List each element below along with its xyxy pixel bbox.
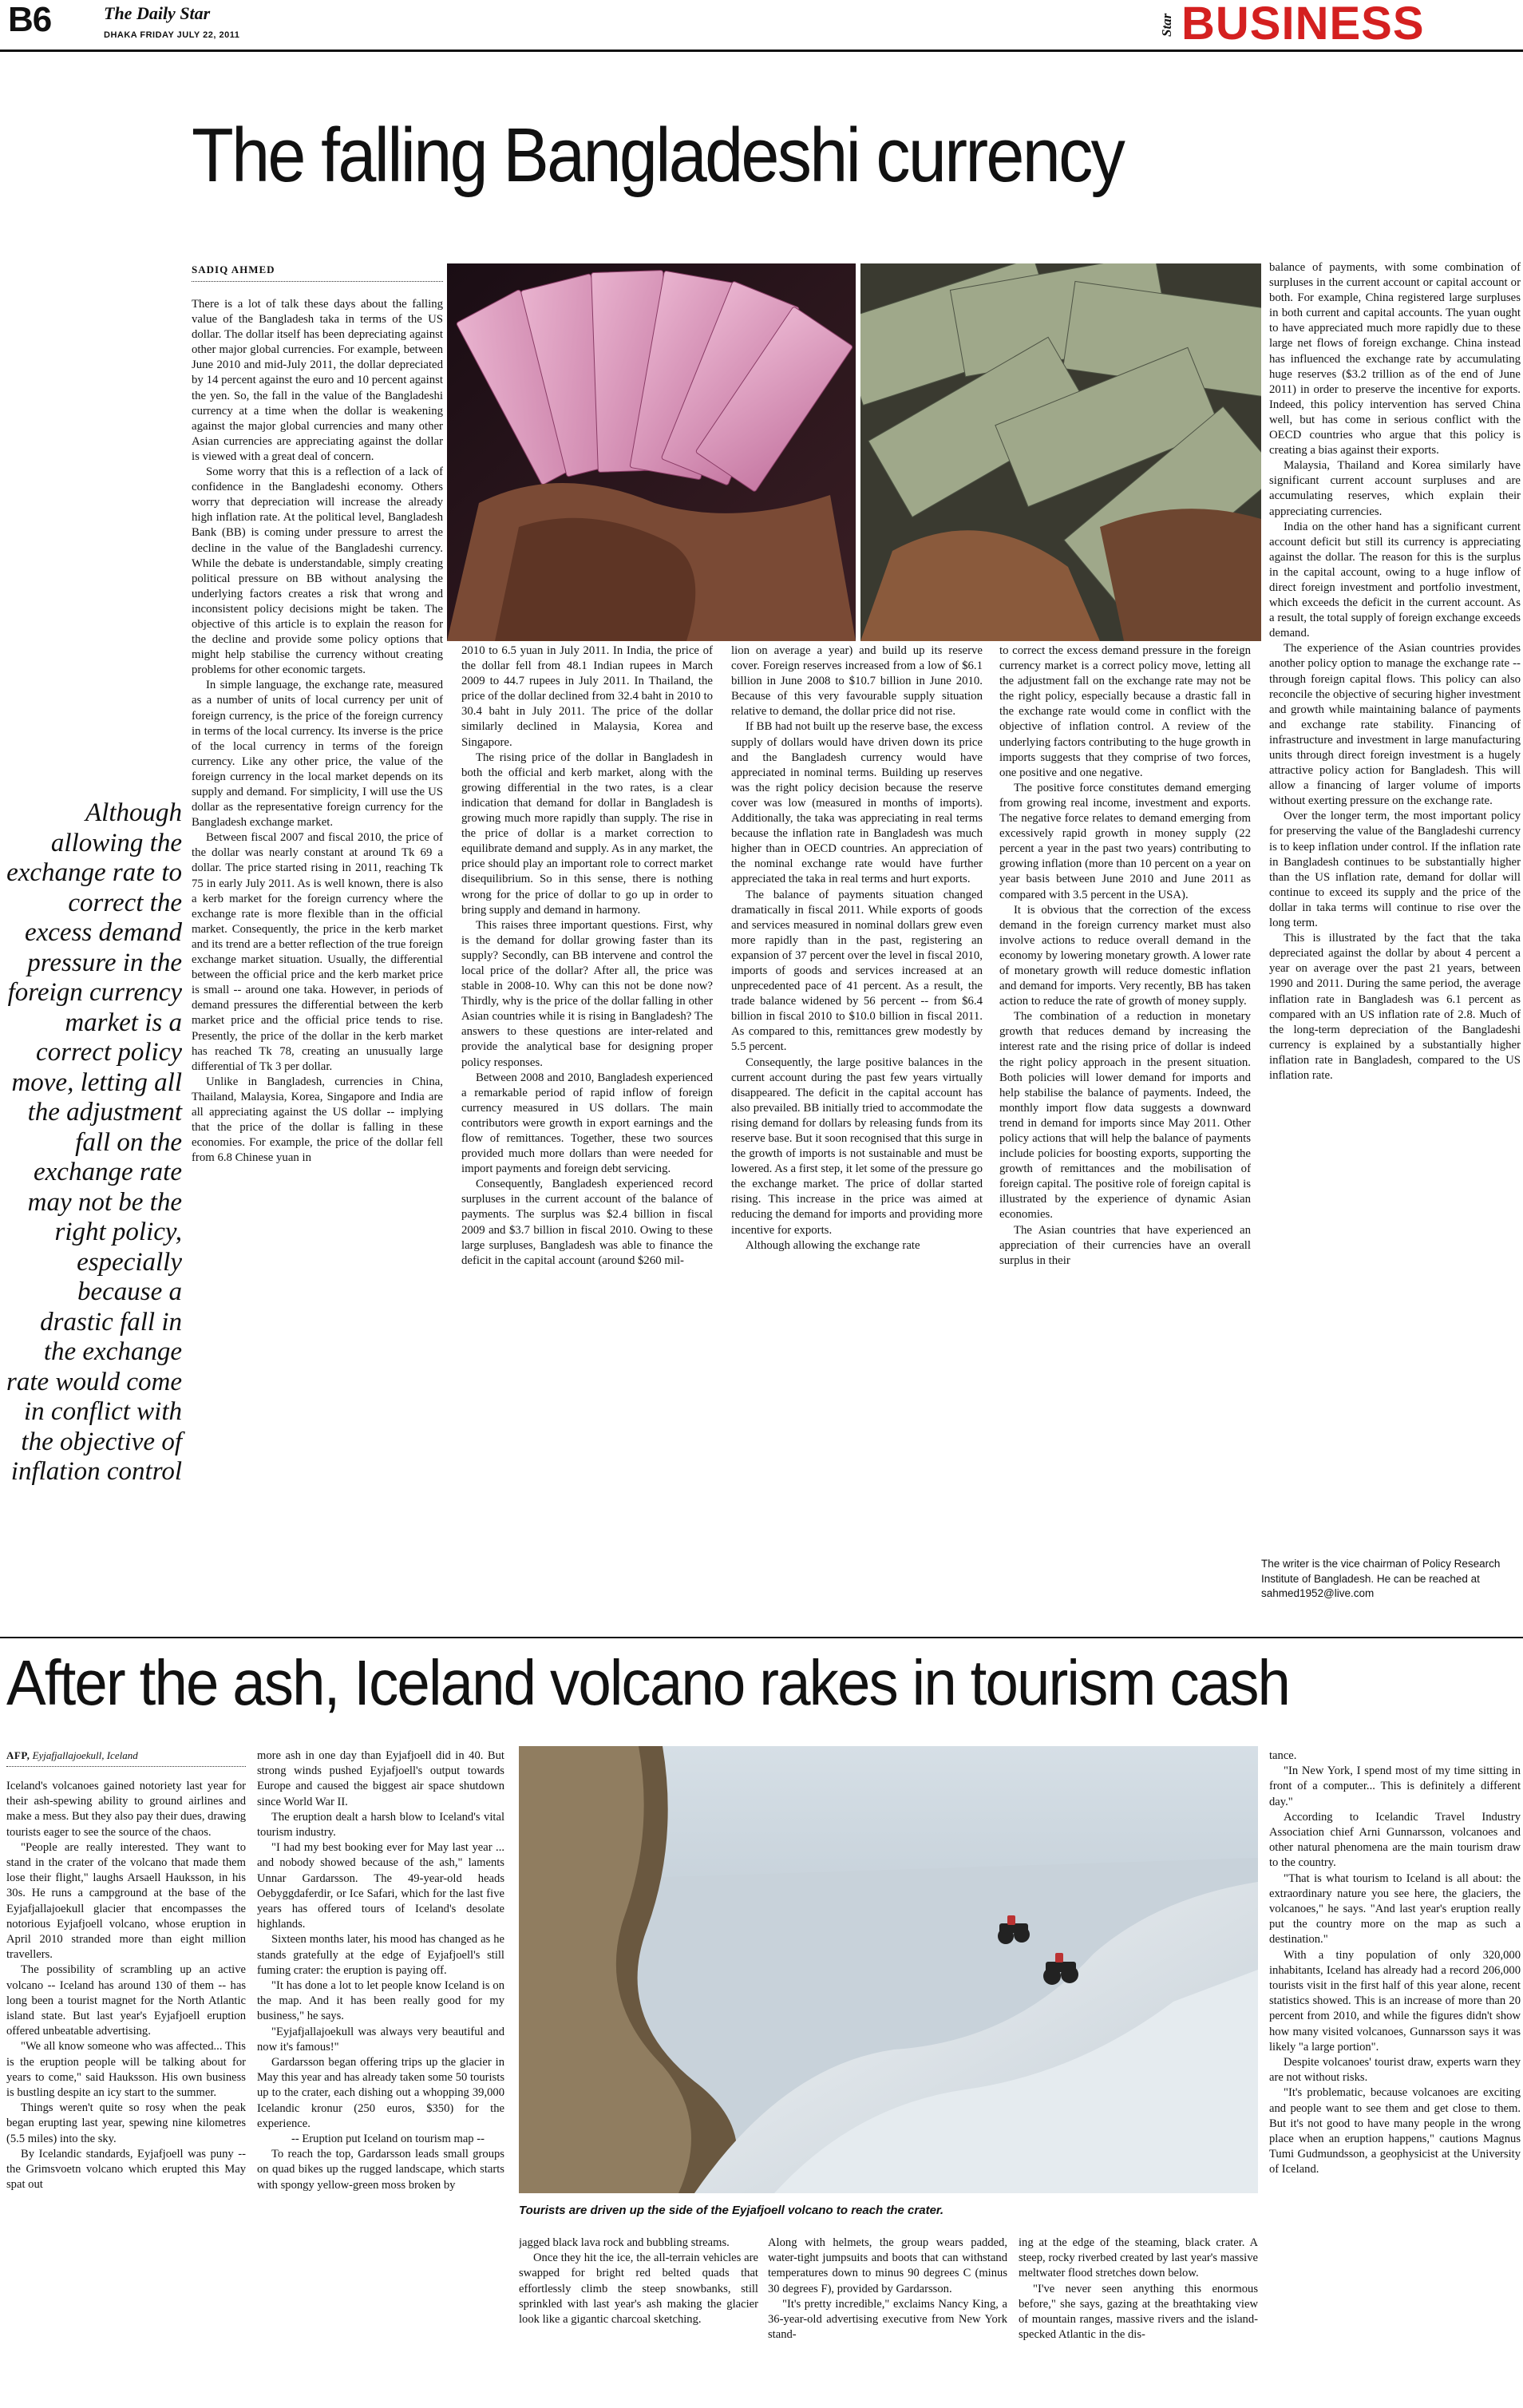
article2-headline: After the ash, Iceland volcano rakes in tourism cash — [6, 1647, 1290, 1718]
article2-byline: AFP, Eyjafjallajoekull, Iceland — [6, 1749, 138, 1761]
article1-column-2: 2010 to 6.5 yuan in July 2011. In India, the price of the dollar fell from 48.1 Indian rupees in March 2009 to 44.7 rupees in July 2011. In Thailand, the price of the dollar declined from 32.4 baht in 2010 to 30.4 baht in July 2011. The price of the dollar similarly declined in Malaysia, Korea and Singapore. The rising price of the dollar in Bangladesh in both the official and kerb market, along with the growing differential in the two rates, is a clear indication that demand for dollar in Bangladesh is growing much more rapidly than supply. The rise in the price of dollar is a market correction to equilibrate demand and supply. As in any market, the price should play an important role to correct market disequilibrium. So in this sense, there is nothing wrong for the price of dollar to go up in order to bring supply and demand in harmony. This raises three important questions. First, why is the demand for dollar growing faster than its supply? Secondly, can BB intervene and control the local price of the dollar? After all, the price was stable in 2008-10. Why can this not be done now? Thirdly, why is the price of the dollar falling in other Asian countries while it is rising in Bangladesh? The answers to these questions are inter-related and provide the analytical base for designing proper policy responses. Between 2008 and 2010, Bangladesh experienced a remarkable period of rapid inflow of foreign currency measured in US dollars. The main contributors were growth in export earnings and the flow of remittances. Together, these two sources provided much more dollars than were needed for import payments and foreign debt servicing. Consequently, Bangladesh experienced record surpluses in the current account of the balance of payments. The surplus was $2.4 billion in fiscal 2009 and $3.7 billion in fiscal 2010. Owing to these large surpluses, Bangladesh was able to finance the deficit in the capital account (around $260 mil- — [461, 644, 713, 1267]
article1-column-4: to correct the excess demand pressure in the foreign currency market is a correct policy move, letting all the adjustment fall on the exchange rate may not be the right policy, especially because a drastic fall in the exchange rate would come in conflict with the objective of inflation control. A review of the underlying factors contributing to the huge growth in imports suggests that they comprise of two forces, one positive and one negative. The positive force constitutes demand emerging from growing real income, investment and exports. The negative force relates to demand emerging from excessively rapid growth in money supply (22 percent a year in the past two years) contributing to growing inflation (more than 10 percent on a year on year basis between June 2010 and June 2011 as compared with 3.5 percent in the USA). It is obvious that the correction of the excess demand in the foreign currency market must also involve actions to reduce overall demand in the economy by lowering monetary growth. A lower rate of monetary growth will reduce domestic inflation and demand for imports. Very recently, BB has taken action to reduce the rate of growth of money supply. The combination of a reduction in monetary growth that reduces demand by increasing the interest rate and the rising price of dollar is indeed the right policy approach in the present situation. Both policies will lower demand for imports and help stabilise the balance of payments. Indeed, the monthly import flow data suggests a downward trend in demand for imports since May 2011. Other policy actions that will help the balance of payments include policies for boosting exports, supporting the growth of remittances and the mobilisation of foreign capital. The positive role of foreign capital is illustrated by the experience of dynamic Asian economies. The Asian countries that have experienced an appreciation of their currencies have an overall surplus in their — [999, 644, 1251, 1267]
masthead: The Daily Star — [104, 3, 211, 23]
author-note: The writer is the vice chairman of Policy Research Institute of Bangladesh. He can be reached at sahmed1952@live.com — [1261, 1558, 1501, 1599]
article2-column-2: more ash in one day than Eyjafjoell did in 40. But strong winds pushed Eyjafjoell's output towards Europe and caused the biggest air space shutdown since World War II. The eruption dealt a harsh blow to Iceland's vital tourism industry. "I had my best booking ever for May last year ... and nobody showed because of the ash," laments Unnar Gardarsson. The 49-year-old heads Oebyggdaferdir, or Ice Safari, which for the last five years has offered tours of Iceland's desolate highlands. Sixteen months later, his mood has changed as he stands gratefully at the edge of Eyjafjoell's still fuming crater: the eruption is paying off. "It has done a lot to let people know Iceland is on the map. And it has been really good for my business," he says. "Eyjafjallajoekull was always very beautiful and now it's famous!" Gardarsson began offering trips up the glacier in May this year and has already taken some 50 tourists up to the crater, each dishing out a whopping 39,000 Icelandic kronur (250 euros, $350) for the experience. -- Eruption put Iceland on tourism map -- To reach the top, Gardarsson leads small groups on quad bikes up the rugged landscape, which starts with spongy yellow-green moss broken by — [257, 1749, 504, 2192]
byline-rule — [6, 1766, 246, 1767]
photo-caption: Tourists are driven up the side of the Eyjafjoell volcano to reach the crater. — [519, 2204, 944, 2217]
byline-rule — [192, 281, 443, 282]
dateline: DHAKA FRIDAY JULY 22, 2011 — [104, 30, 240, 40]
section-name: BUSINESS — [1181, 0, 1425, 50]
article2-column-3: jagged black lava rock and bubbling streams. Once they hit the ice, the all-terrain vehicles are swapped for bright red belted quads that effortlessly climb the steep snowbanks, still sprinkled with last year's ash making the glacier look like a gigantic charcoal sketching. — [519, 2236, 758, 2327]
article2-column-5: ing at the edge of the steaming, black crater. A steep, rocky riverbed created by last year's massive meltwater flood stretches down below. "I've never seen anything this enormous before," she says, gazing at the breathtaking view of mountain ranges, massive rivers and the island-specked Atlantic in the dis- — [1019, 2236, 1258, 2342]
page-number: B6 — [8, 0, 52, 39]
article-divider — [0, 1637, 1523, 1638]
article1-headline: The falling Bangladeshi currency — [192, 113, 1124, 198]
taka-notes-photo — [447, 263, 856, 641]
iceland-volcano-photo — [519, 1746, 1258, 2193]
article1-column-1: There is a lot of talk these days about the falling value of the Bangladesh taka in terms of the US dollar. The dollar itself has been depreciating against other major global currencies. For example, between June 2010 and mid-July 2011, the dollar depreciated by 14 percent against the euro and 10 percent against the yen. So, the fall in the value of the Bangladeshi currency at a time when the dollar is weakening against the major global currencies and many other Asian currencies are appreciating against the dollar is viewed with a great deal of concern. Some worry that this is a reflection of a lack of confidence in the Bangladeshi economy. Others worry that depreciation will increase the already high inflation rate. At the political level, Bangladesh Bank (BB) is coming under pressure to arrest the decline in the value of the Bangladeshi currency. While the debate is understandable, simply creating political pressure on BB without analysing the underlying factors creates a risk that wrong and inconsistent policy decisions might be taken. The objective of this article is to explain the reason for the decline and provide some policy options that might help stabilise the currency without creating problems for other economic targets. In simple language, the exchange rate, measured as a number of units of local currency per unit of foreign currency, is the price of the foreign currency in terms of the local currency. Its inverse is the price of the local currency in terms of the foreign currency. Like any other price, the value of the foreign currency in the local market depends on its supply and demand. For simplicity, I will use the US dollar as the representative foreign currency for the Bangladesh exchange market. Between fiscal 2007 and fiscal 2010, the price of the dollar was nearly constant at around Tk 69 a dollar. The price started rising in 2011, reaching Tk 75 in early July 2011. As is well known, there is also a kerb market for the foreign currency where the exchange rate is more flexible than in the official market. Consequently, the price in the kerb market and its trend are a better reflection of the true foreign exchange market situation. Usually, the differential between the official price and the kerb market price is small -- around one taka. However, in periods of demand pressures the differential between the kerb market price and the official price tends to rise. Presently, the price of the dollar in the kerb market has reached Tk 78, creating an unusually large differential of Tk 3 per dollar. Unlike in Bangladesh, currencies in China, Thailand, Malaysia, Korea, Singapore and India are all appreciating against the US dollar -- implying that the price of the dollar is falling in these economies. For example, the price of the dollar fell from 6.8 Chinese yuan in — [192, 298, 443, 1165]
pullquote: Although allowing the exchange rate to correct the excess demand pressure in the foreign currency market is a correct policy move, letting all the adjustment fall on the exchange rate may not be the right policy, especially because a drastic fall in the exchange rate would come in conflict with the objective of inflation control — [6, 798, 182, 1486]
article2-column-4: Along with helmets, the group wears padded, water-tight jumpsuits and boots that can withstand temperatures down to minus 90 degrees C (minus 30 degrees F), provided by Gardarsson. "It's pretty incredible," exclaims Nancy King, a 36-year-old advertising executive from New York stand- — [768, 2236, 1007, 2342]
article2-column-6: tance. "In New York, I spend most of my time sitting in front of a computer... This is definitely a different day." According to Icelandic Travel Industry Association chief Arni Gunnarsson, volcanoes and other natural phenomena are the main tourism draw to the country. "That is what tourism to Iceland is all about: the extraordinary nature you see here, the glaciers, the volcanoes," he says. "And last year's eruption really put the country more on the map as such a destination." With a tiny population of only 320,000 inhabitants, Iceland has already had a record 206,000 tourists visit in the first half of this year alone, recent statistics showed. This is an increase of more than 20 percent from 2010, and while the figures didn't show how many visited volcanoes, Gunnarsson says it was likely "a large portion". Despite volcanoes' tourist draw, experts warn they are not without risks. "It's problematic, because volcanoes are exciting and people want to see them and get close to them. But it's not good to have many people in the wrong place when an eruption happens," cautions Magnus Tumi Gudmundsson, a geophysicist at the University of Iceland. — [1269, 1749, 1521, 2176]
article1-column-3: lion on average a year) and build up its reserve cover. Foreign reserves increased from a low of $6.1 billion in June 2008 to $10.7 billion in June 2010. Because of this very favourable supply situation relative to demand, the dollar price did not rise. If BB had not built up the reserve base, the excess supply of dollars would have driven down its price and the Bangladesh currency would have appreciated in nominal terms. Building up reserves was the right policy decision because the reserve cover was low (measured in months of imports). Additionally, the taka was appreciating in real terms because the inflation rate in Bangladesh was much higher than in OECD countries. An appreciation of the nominal exchange rate would have further appreciated the taka in real terms and hurt exports. The balance of payments situation changed dramatically in fiscal 2011. While exports of goods and services measured in nominal dollars grew even more rapidly than in the past, registering an expansion of 37 percent over the level in fiscal 2010, imports of goods and services increased at an unprecedented pace of 41 percent. As a result, the trade balance widened by 56 percent -- from $6.4 billion in fiscal 2010 to $10.0 billion in fiscal 2011. As compared to this, remittances grew modestly by 5.5 percent. Consequently, the large positive balances in the current account during the past few years virtually disappeared. The deficit in the capital account has also prevailed. BB initially tried to accommodate the rising demand for dollars by releasing funds from its reserve base. But it soon recognised that this surge in the growth of imports is not sustainable and must be lowered. As a first step, it let some of the pressure go the exchange market. The price of dollar started rising. This increase in the price was aimed at reducing the demand for imports and providing more incentive for exports. Although allowing the exchange rate — [731, 644, 983, 1252]
dollar-notes-photo — [860, 263, 1261, 641]
section-star-logo: Star — [1159, 13, 1174, 37]
header-rule — [0, 50, 1523, 52]
article1-byline: SADIQ AHMED — [192, 263, 275, 275]
article1-column-5: balance of payments, with some combination of surpluses in the current account or capital account or both. For example, China registered large surpluses in both current and capital accounts. The yuan ought to have appreciated much more rapidly due to these large net flows of foreign exchange. China instead has influenced the exchange rate by accumulating huge reserves ($3.2 trillion as of the end of June 2011) in order to preserve the incentive for exports. Indeed, this policy intervention has served China well, but has come in serious conflict with the OECD countries who argue that this policy is creating a bias against their exports. Malaysia, Thailand and Korea similarly have significant current account surpluses and are accumulating reserves, which explain their appreciating currencies. India on the other hand has a significant current account deficit but still its currency is appreciating against the dollar. The reason for this is the surplus in the capital account, owing to a huge inflow of direct foreign investment and portfolio investment, which exceeds the deficit in the current account. As a result, the total supply of foreign exchange exceeds demand. The experience of the Asian countries provides another policy option to manage the exchange rate -- through foreign capital flows. This policy can also reconcile the objective of securing higher investment and growth while maintaining balance of payments and exchange rate stability. Financing of infrastructure and investment in large manufacturing units through direct foreign investment is a hugely attractive policy action for Bangladesh. This will allow a financing of larger volume of imports without exerting pressure on the exchange rate. Over the longer term, the most important policy for preserving the value of the Bangladeshi currency is to keep inflation under control. If the inflation rate in Bangladesh continues to be substantially higher than the US inflation rate, demand for dollar will continue to exceed its supply and the price of the dollar in taka terms will continue to rise over the long term. This is illustrated by the fact that the taka depreciated against the dollar by about 4 percent a year on average over the past 21 years, between 1990 and 2011. During the same period, the average inflation rate in Bangladesh was 6.1 percent as compared with an US inflation rate of 2.8. Much of the long-term depreciation of the Bangladeshi currency is explained by a substantially higher inflation rate in Bangladesh, compared to the US inflation rate. — [1269, 261, 1521, 1082]
article2-column-1: Iceland's volcanoes gained notoriety last year for their ash-spewing ability to ground airlines and make a mess. But they also pay their dues, drawing tourists eager to see the source of the chaos. "People are really interested. They want to stand in the crater of the volcano that made them lose their flight," laughs Arsaell Hauksson, in his 30s. He runs a campground at the base of the Eyjafjallajoekull glacier that encompasses the notorious Eyjafjoell volcano, whose eruption in April 2010 stranded more than eight million travellers. The possibility of scrambling up an active volcano -- Iceland has around 130 of them -- has long been a tourist magnet for the North Atlantic island state. But last year's Eyjafjoell eruption offered unbeatable advertising. "We all know someone who was affected... This is the eruption people will be talking about for years to come," said Hauksson. His own business is bustling despite an icy start to the summer. Things weren't quite so rosy when the peak began erupting last year, spewing nine kilometres (5.5 miles) into the sky. By Icelandic standards, Eyjafjoell was puny -- the Grimsvoetn volcano which erupted this May spat out — [6, 1780, 246, 2192]
